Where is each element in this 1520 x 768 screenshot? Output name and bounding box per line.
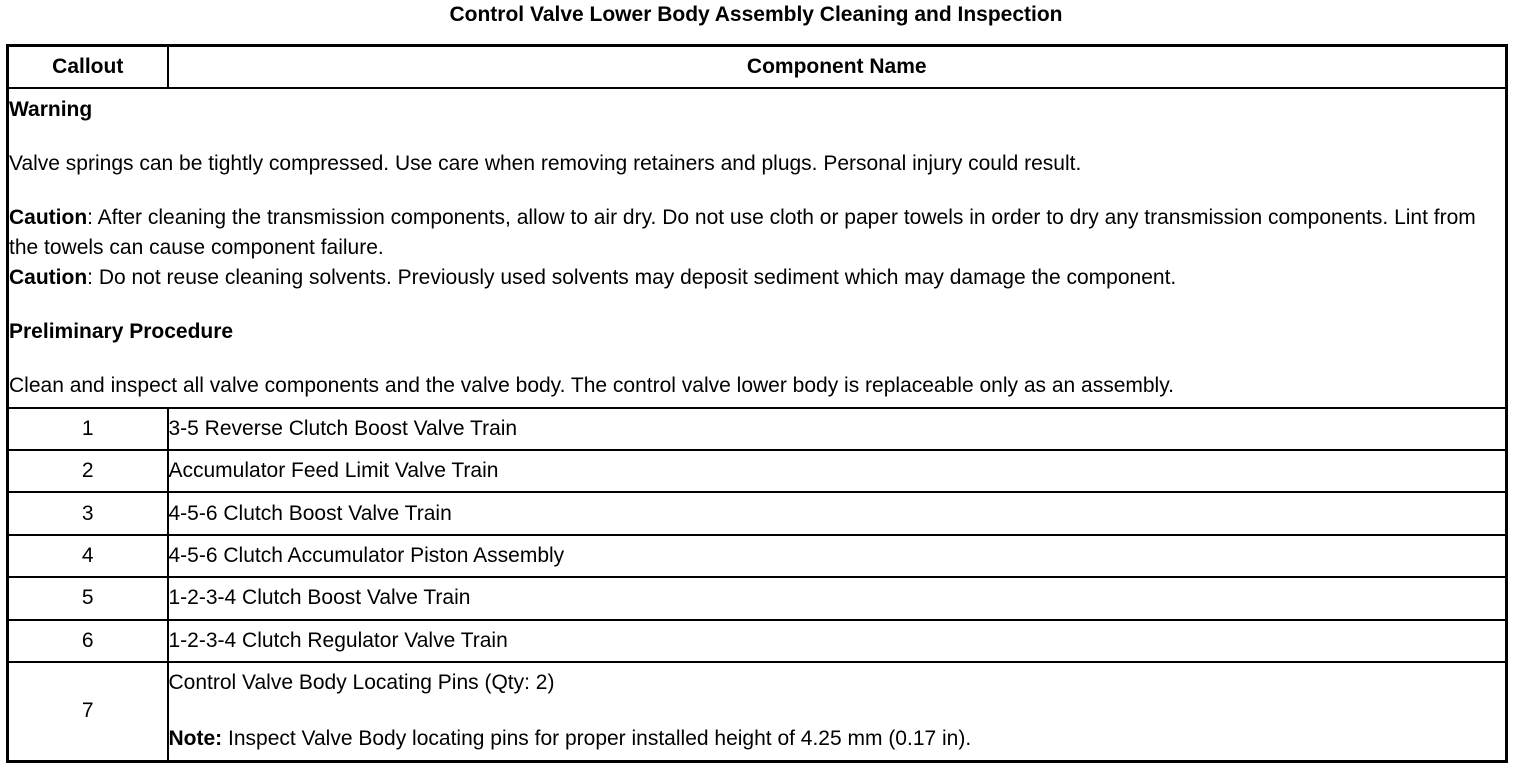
intro-row (8, 88, 1507, 407)
callout-cell: 7 (8, 662, 168, 762)
callout-cell: 1 (8, 408, 168, 450)
preliminary-heading: Preliminary Procedure (9, 319, 234, 343)
component-name-text: Control Valve Body Locating Pins (Qty: 2) (168, 671, 555, 695)
caution-1-label: Caution (9, 205, 88, 229)
note-label: Note: (168, 727, 223, 751)
callout-cell: 6 (8, 620, 168, 662)
component-name-cell: 4-5-6 Clutch Boost Valve Train (168, 492, 1507, 534)
table-row (8, 620, 1507, 662)
component-table (6, 44, 1508, 763)
callout-cell: 3 (8, 492, 168, 534)
caution-2-text: : Do not reuse cleaning solvents. Previously used solvents may deposit sediment which may damage the component. (87, 265, 1177, 289)
intro-cell (8, 88, 1507, 407)
component-name-cell: Accumulator Feed Limit Valve Train (168, 450, 1507, 492)
callout-cell: 2 (8, 450, 168, 492)
table-row (8, 662, 1507, 762)
table-header-row (8, 46, 1507, 89)
note (169, 724, 1506, 754)
component-name-cell: 4-5-6 Clutch Accumulator Piston Assembly (168, 535, 1507, 577)
component-name-cell (168, 662, 1507, 762)
caution-1 (9, 203, 1505, 263)
table-row (8, 408, 1507, 450)
caution-1-text: : After cleaning the transmission components, allow to air dry. Do not use cloth or paper towels in order to dry any transmission components. Lint from the towels can cause component failure. (9, 205, 1476, 259)
caution-2 (9, 263, 1505, 293)
warning-heading: Warning (9, 97, 93, 121)
component-name-cell: 3-5 Reverse Clutch Boost Valve Train (168, 408, 1507, 450)
callout-cell: 4 (8, 535, 168, 577)
header-component-name: Component Name (168, 46, 1507, 89)
warning-text: Valve springs can be tightly compressed. Use care when removing retainers and plugs. Personal injury could result. (9, 151, 1082, 175)
callout-cell: 5 (8, 577, 168, 619)
table-row (8, 577, 1507, 619)
preliminary-text: Clean and inspect all valve components and the valve body. The control valve lower body is replaceable only as an assembly. (9, 373, 1174, 397)
header-callout: Callout (8, 46, 168, 89)
table-row (8, 492, 1507, 534)
caution-2-label: Caution (9, 265, 88, 289)
table-row (8, 535, 1507, 577)
component-name-cell: 1-2-3-4 Clutch Boost Valve Train (168, 577, 1507, 619)
component-name-cell: 1-2-3-4 Clutch Regulator Valve Train (168, 620, 1507, 662)
table-row (8, 450, 1507, 492)
note-text: Inspect Valve Body locating pins for proper installed height of 4.25 mm (0.17 in). (222, 727, 972, 751)
document-title: Control Valve Lower Body Assembly Cleaning and Inspection (449, 3, 1063, 26)
